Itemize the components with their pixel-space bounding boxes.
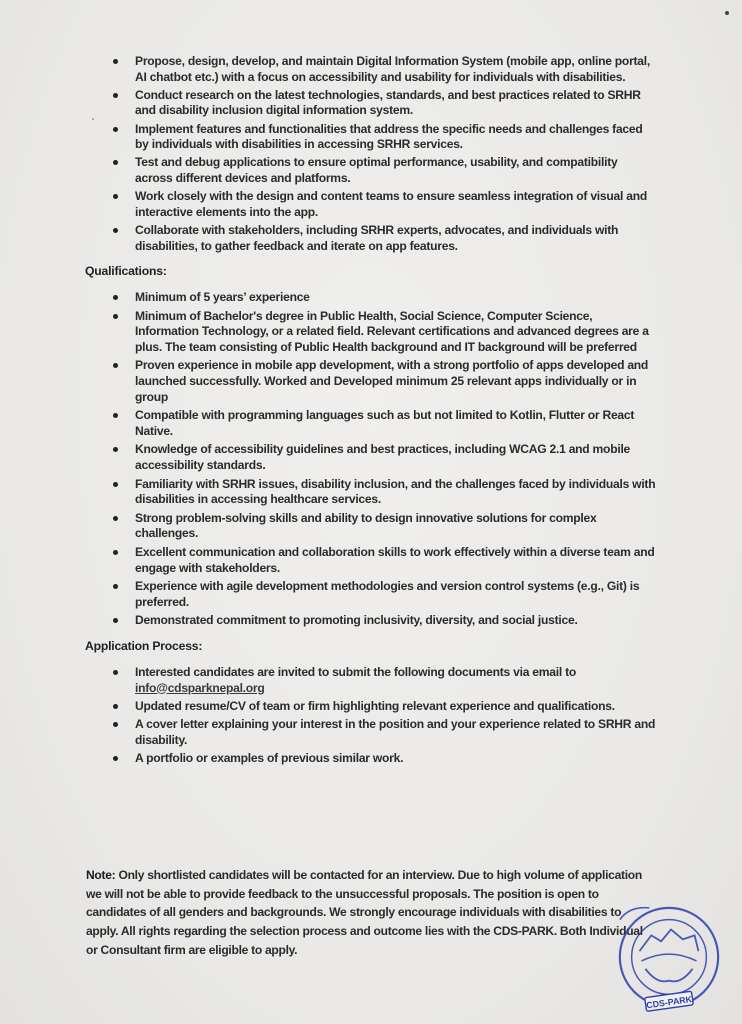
bullet-icon xyxy=(113,93,118,98)
qualification-item: Experience with agile development methodologies and version control systems (e.g., Git) is preferred. xyxy=(88,579,658,610)
note-paragraph xyxy=(86,866,646,960)
email-link[interactable]: info@cdsparknepal.org xyxy=(135,680,265,695)
qualification-item: Compatible with programming languages such as but not limited to Kotlin, Flutter or React Native. xyxy=(88,408,658,439)
responsibility-item: Propose, design, develop, and maintain Digital Information System (mobile app, online portal, AI chatbot etc.) with a focus on accessibility and usability for individuals with disabilities. xyxy=(88,54,658,85)
organization-stamp xyxy=(610,900,728,1018)
qualification-item: Proven experience in mobile app development, with a strong portfolio of apps developed and launched successfully. Worked and Developed minimum 25 relevant apps individually or in group xyxy=(88,358,658,405)
responsibility-item: Test and debug applications to ensure optimal performance, usability, and compatibility across different devices and platforms. xyxy=(88,155,658,186)
qualification-item: Demonstrated commitment to promoting inclusivity, diversity, and social justice. xyxy=(88,613,658,629)
responsibility-item: Implement features and functionalities that address the specific needs and challenges faced by individuals with disabilities in accessing SRHR services. xyxy=(88,122,658,153)
hands-icon xyxy=(645,969,692,982)
responsibility-item: Work closely with the design and content teams to ensure seamless integration of visual and interactive elements into the app. xyxy=(88,189,658,220)
bullet-icon xyxy=(113,584,118,589)
qualifications-list xyxy=(88,290,658,629)
mountain-icon xyxy=(640,930,699,952)
qualification-item: Familiarity with SRHR issues, disability inclusion, and the challenges faced by individuals with disabilities in accessing healthcare services. xyxy=(88,477,658,508)
application-item: Interested candidates are invited to submit the following documents via email to info@cdsparknepal.org xyxy=(88,665,658,696)
bullet-icon xyxy=(113,722,118,727)
bullet-icon xyxy=(113,482,118,487)
document-body xyxy=(85,54,658,769)
bullet-icon xyxy=(113,516,118,521)
bullet-icon xyxy=(113,550,118,555)
bullet-icon xyxy=(113,756,118,761)
bullet-icon xyxy=(113,670,118,675)
bullet-icon xyxy=(113,363,118,368)
bullet-icon xyxy=(113,314,118,319)
bullet-icon xyxy=(113,295,118,300)
note-text: Only shortlisted candidates will be contacted for an interview. Due to high volume of application we will not be able to provide feedback to the unsuccessful proposals. The position is open to candidates of all genders and backgrounds. We strongly encourage individuals with disabilities to apply. All rights regarding the selection process and outcome lies with the CDS-PARK. Both Individual or Consultant firm are eligible to apply. xyxy=(86,868,643,957)
bullet-icon xyxy=(113,413,118,418)
qualification-item: Excellent communication and collaboration skills to work effectively within a diverse team and engage with stakeholders. xyxy=(88,545,658,576)
bullet-icon xyxy=(113,127,118,132)
responsibility-item: Collaborate with stakeholders, including SRHR experts, advocates, and individuals with disabilities, to gather feedback and iterate on app features. xyxy=(88,223,658,254)
stamp-label: CDS-PARK xyxy=(645,994,693,1011)
responsibilities-list xyxy=(88,54,658,254)
bullet-icon xyxy=(113,447,118,452)
application-item: Updated resume/CV of team or firm highlighting relevant experience and qualifications. xyxy=(88,699,658,715)
qualification-item: Strong problem-solving skills and ability to design innovative solutions for complex challenges. xyxy=(88,511,658,542)
responsibility-item: Conduct research on the latest technologies, standards, and best practices related to SRHR and disability inclusion digital information system. xyxy=(88,88,658,119)
qualification-item: Knowledge of accessibility guidelines and best practices, including WCAG 2.1 and mobile accessibility standards. xyxy=(88,442,658,473)
scan-speck xyxy=(725,11,729,15)
bullet-icon xyxy=(113,704,118,709)
bullet-icon xyxy=(113,228,118,233)
qualifications-heading: Qualifications: xyxy=(85,264,167,279)
application-process-list xyxy=(88,665,658,766)
application-item: A portfolio or examples of previous similar work. xyxy=(88,751,658,767)
bullet-icon xyxy=(113,59,118,64)
application-item: A cover letter explaining your interest in the position and your experience related to SRHR and disability. xyxy=(88,717,658,748)
application-process-heading: Application Process: xyxy=(85,638,203,653)
bullet-icon xyxy=(113,194,118,199)
bullet-icon xyxy=(113,618,118,623)
stamp-outer-ring xyxy=(620,908,718,1006)
note-label: Note: xyxy=(86,868,116,882)
qualification-item: Minimum of 5 years’ experience xyxy=(88,290,658,306)
qualification-item: Minimum of Bachelor's degree in Public Health, Social Science, Computer Science, Information Technology, or a related field. Relevant certifications and advanced degrees are a plus. The team consisting of Public Health background and IT background will be preferred xyxy=(88,309,658,356)
stamp-wave xyxy=(641,954,696,961)
bullet-icon xyxy=(113,160,118,165)
